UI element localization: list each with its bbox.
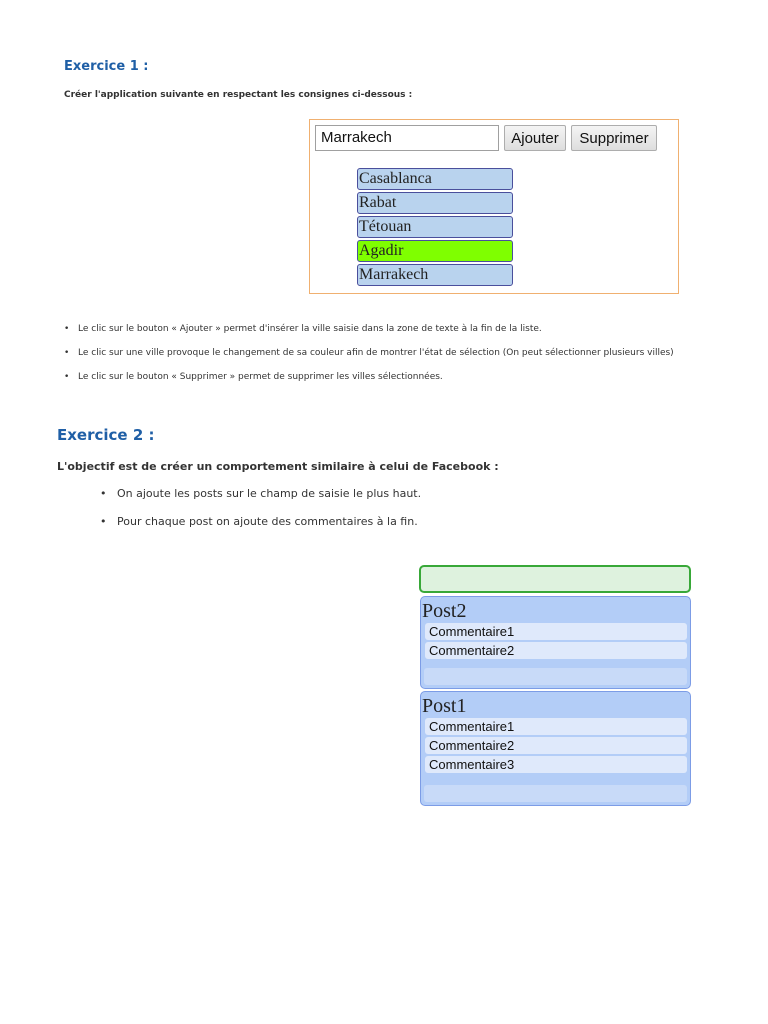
exercice1-intro: Créer l'application suivante en respectant les consignes ci-dessous : (64, 90, 413, 100)
post-title: Post1 (422, 695, 467, 717)
comment-item: Commentaire3 (425, 756, 687, 773)
city-item-selected[interactable]: Agadir (357, 240, 513, 262)
comment-item: Commentaire2 (425, 737, 687, 754)
instruction-item: • Le clic sur une ville provoque le changement de sa couleur afin de montrer l'état de sélection (On peut sélectionner plusieurs villes) (64, 346, 754, 370)
comment-item: Commentaire1 (425, 623, 687, 640)
comment-input[interactable] (424, 785, 687, 802)
exercice2-instructions (100, 486, 421, 542)
post-card (420, 596, 691, 689)
post-input[interactable] (419, 565, 691, 593)
delete-button[interactable]: Supprimer (571, 125, 657, 151)
city-item[interactable]: Tétouan (357, 216, 513, 238)
city-app-demo (309, 119, 679, 294)
post-title: Post2 (422, 600, 467, 622)
exercice2-intro: L'objectif est de créer un comportement similaire à celui de Facebook : (57, 460, 499, 473)
instruction-item: • Pour chaque post on ajoute des commentaires à la fin. (100, 514, 421, 542)
instruction-item: • Le clic sur le bouton « Supprimer » permet de supprimer les villes sélectionnées. (64, 370, 754, 394)
exercice2-title: Exercice 2 : (57, 426, 155, 444)
instruction-item: • On ajoute les posts sur le champ de saisie le plus haut. (100, 486, 421, 514)
comment-input[interactable] (424, 668, 687, 685)
comment-item: Commentaire2 (425, 642, 687, 659)
exercice1-instructions (64, 322, 754, 394)
city-item[interactable]: Casablanca (357, 168, 513, 190)
city-item[interactable]: Rabat (357, 192, 513, 214)
instruction-item: • Le clic sur le bouton « Ajouter » permet d'insérer la ville saisie dans la zone de texte à la fin de la liste. (64, 322, 754, 346)
city-item[interactable]: Marrakech (357, 264, 513, 286)
exercice1-title: Exercice 1 : (64, 59, 149, 74)
post-card (420, 691, 691, 806)
city-list (357, 168, 513, 288)
city-input[interactable]: Marrakech (315, 125, 499, 151)
comment-item: Commentaire1 (425, 718, 687, 735)
add-button[interactable]: Ajouter (504, 125, 566, 151)
